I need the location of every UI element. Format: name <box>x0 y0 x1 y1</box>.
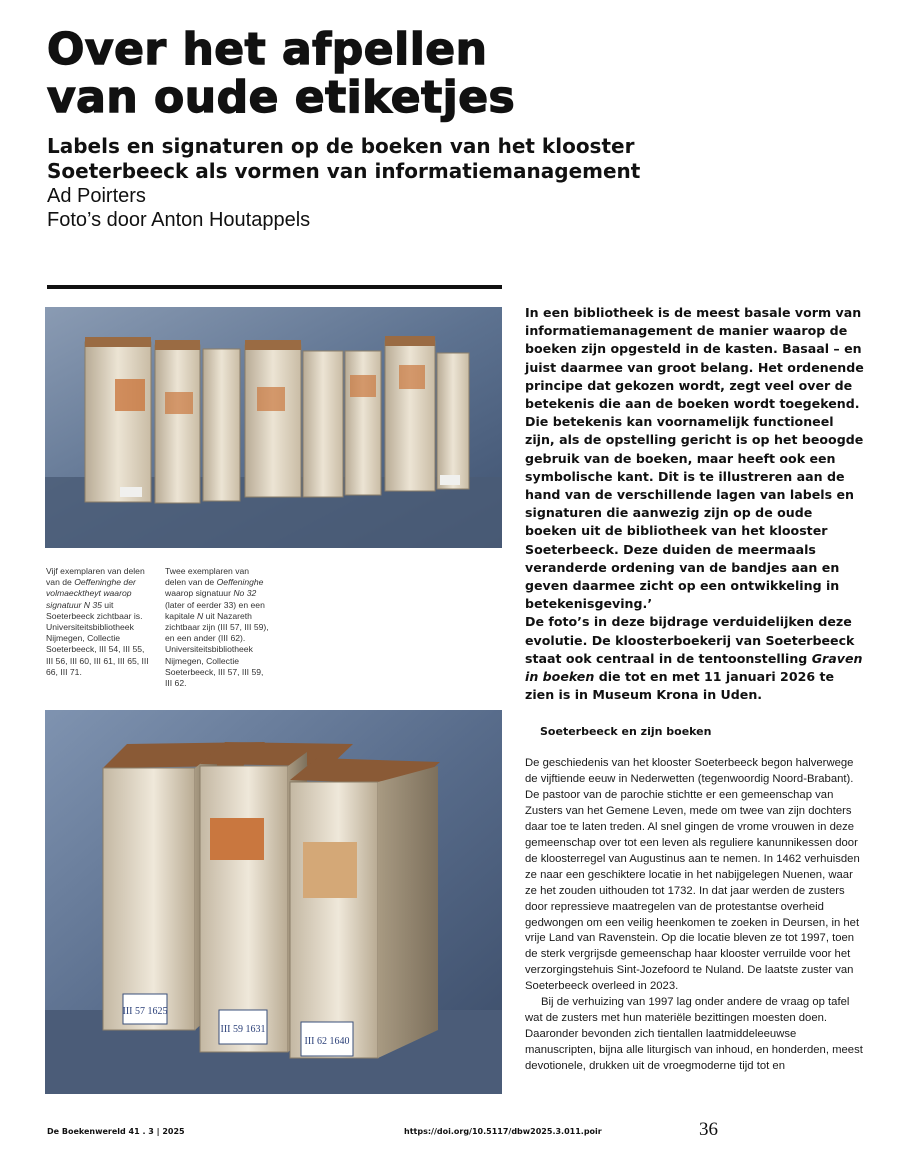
caption-2-text-a: Twee exemplaren van delen van de <box>165 566 250 588</box>
caption-2-text-b: waarop signatuur <box>165 588 234 599</box>
book-volume-3 <box>290 758 440 1058</box>
book-row <box>85 336 469 503</box>
author-name: Ad Poirters <box>47 185 146 207</box>
caption-1-text-a: Vijf exemplaren van delen van de <box>46 566 145 588</box>
caption-photo-1 <box>46 566 150 678</box>
lead-2-text-b: die tot en met 11 januari 2026 te zien is in Museum Krona in Uden. <box>525 669 835 703</box>
book-3-label-text: III 62 1640 <box>304 1036 350 1047</box>
caption-photo-2 <box>165 566 271 689</box>
subtitle-line-2: Soeterbeeck als vormen van informatiemanagement <box>47 159 641 183</box>
footer-doi-link[interactable]: https://doi.org/10.5117/dbw2025.3.011.poir <box>404 1127 602 1136</box>
lead-paragraph-2 <box>525 613 865 704</box>
title-divider <box>47 285 502 289</box>
book-1-label-text: III 57 1625 <box>122 1006 168 1017</box>
body-paragraph-2: Bij de verhuizing van 1997 lag onder andere de vraag op tafel wat de zusters met hun materiële bezittingen moesten doen. Daaronder bevonden zich tientallen laatmiddeleeuwse manuscripten, bijna alle liturgisch van inhoud, en honderden, meest devotionele, drukken uit de vroegmoderne tijd tot en <box>525 996 863 1073</box>
photo-books-row-image <box>45 307 502 548</box>
body-paragraph-1: De geschiedenis van het klooster Soeterbeeck begon halverwege de vijftiende eeuw in Nederwetten (tegenwoordig Noord-Brabant). De pastoor van de parochie stichtte er een gemeenschap van Zusters van het Gemene Leven, mede om twee van zijn dochters daar toe te laten treden. Al snel gingen de vrome vrouwen in deze gemeenschap over tot een leven als reguliere kanunnikessen door de kloosterregel van Augustinus aan te nemen. In 1462 verhuisden ze naar een geschiktere locatie in het nabijgelegen Nuenen, waar ze het zouden uithouden tot 1732. In dat jaar werden de zusters door repressieve maatregelen van de protestantse overheid gedwongen om een veilig heenkomen te zoeken in Deursen, in het vrije Land van Ravenstein. Op die locatie bleven ze tot 1997, toen de sterk vergrijsde gemeenschap haar klooster verruilde voor het verzorgingstehuis Sint-Jozefoord te Nuland. De laatste zuster van Soeterbeeck overleed in 2023. <box>525 757 860 993</box>
body-text <box>525 756 863 1075</box>
page-number: 36 <box>699 1119 718 1140</box>
section-heading: Soeterbeeck en zijn boeken <box>540 725 712 738</box>
caption-2-text-c: (later of eerder 33) en een kapitale <box>165 599 265 621</box>
caption-2-italic-a: Oeffeninghe <box>216 577 264 588</box>
caption-1-text-b: uit Soeterbeeck zichtbaar is. Universiteitsbibliotheek Nijmegen, Collectie Soeterbeeck, III 54, III 55, III 56, III 60, III 61, III 65, III 66, III 71. <box>46 599 149 677</box>
lead-paragraph-1: In een bibliotheek is de meest basale vorm van informatiemanagement de manier waarop de boeken zijn opgesteld in de kasten. Basaal – en juist daarmee van groot belang. Het ordenende principe dat gekozen wordt, zegt veel over de betekenis die aan de boeken wordt toegekend. Die betekenis kan voornamelijk functioneel zijn, als de opstelling gericht is op het beoogde gebruik van de boeken, maar heeft ook een symbolische kant. Dit is te illustreren aan de hand van de verschillende lagen van labels en signaturen die aanwezig zijn op de oude boeken uit de bibliotheek van het klooster Soeterbeeck. Deze duiden de meermaals veranderde ordening van de bandjes aan en geven daarmee zicht op een ontwikkeling in betekenisgeving.’ <box>525 305 864 612</box>
subtitle-line-1: Labels en signaturen op de boeken van het klooster <box>47 134 635 158</box>
article-title <box>47 26 887 122</box>
photo-books-row <box>45 307 502 548</box>
caption-2-italic-c: N <box>197 610 204 621</box>
caption-2-text-d: uit Nazareth zichtbaar zijn (III 57, III 59), en een ander (III 62). Universiteitsbibliotheek Nijmegen, Collectie Soeterbeeck, III 57, III 59, III 62. <box>165 610 269 689</box>
photo-credit: Foto’s door Anton Houtappels <box>47 209 311 231</box>
title-line-1: Over het afpellen <box>47 24 488 75</box>
footer-journal: De Boekenwereld 41 . 3 | 2025 <box>47 1127 185 1136</box>
photo-three-books-image <box>45 710 502 1094</box>
lead-paragraph <box>525 304 865 704</box>
caption-1-italic: Oeffeninghe der volmaecktheyt waarop signatuur N 35 <box>46 577 136 610</box>
title-line-2: van oude etiketjes <box>47 72 516 123</box>
article-subtitle <box>47 134 887 184</box>
book-2-label-text: III 59 1631 <box>220 1024 266 1035</box>
lead-2-text-a: De foto’s in deze bijdrage verduidelijken deze evolutie. De kloosterboekerij van Soeterbeeck staat ook centraal in de tentoonstelling <box>525 614 855 666</box>
exhibition-title: Graven in boeken <box>525 650 863 685</box>
caption-2-italic-b: No 32 <box>233 588 257 599</box>
photo-three-books <box>45 710 502 1094</box>
